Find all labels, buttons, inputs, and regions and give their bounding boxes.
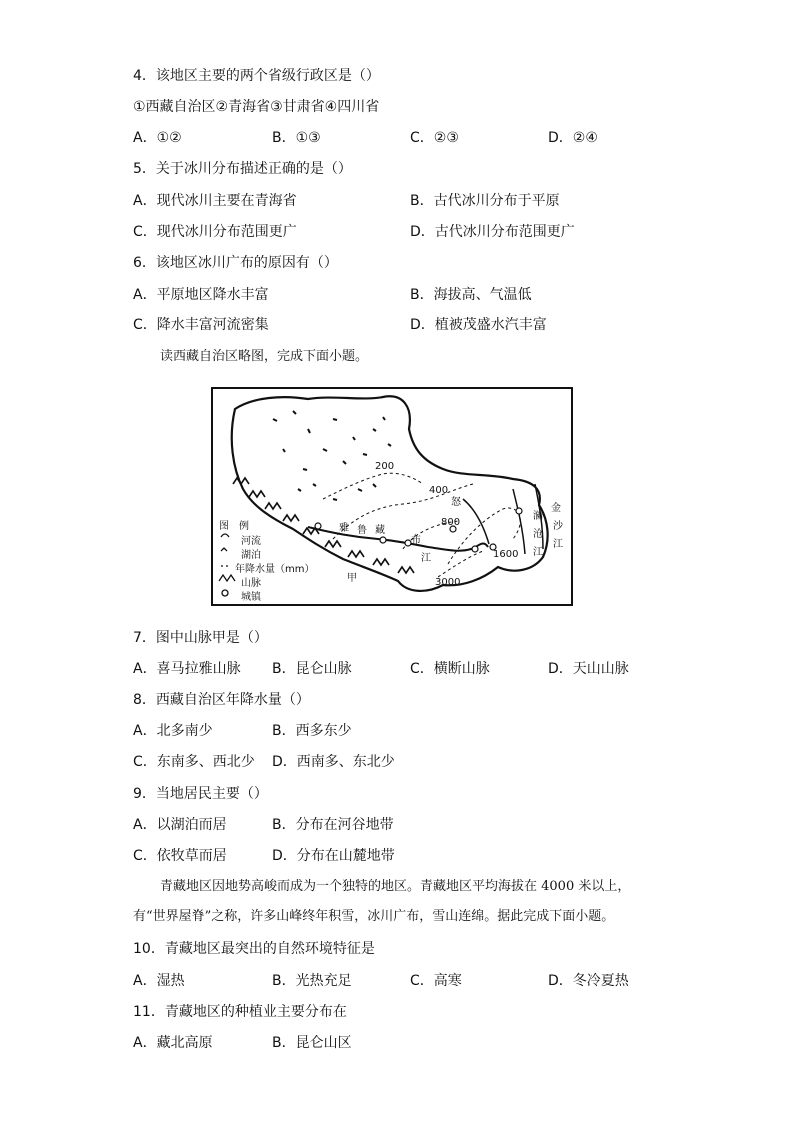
q9-option-c[interactable]: C．依牧草而居 <box>133 848 227 864</box>
q8-option-a[interactable]: A．北多南少 <box>133 723 213 739</box>
river-label-cang: 沧 <box>533 529 543 540</box>
intro2-line2: 有“世界屋脊”之称，许多山峰终年积雪，冰川广布，雪山连绵。据此完成下面小题。 <box>133 909 615 924</box>
q7-option-b[interactable]: B．昆仑山脉 <box>272 661 352 677</box>
nu-river <box>463 499 489 544</box>
river-label-jinsha-jiang: 江 <box>553 539 563 550</box>
isohyet-label-3000: 3000 <box>435 577 461 588</box>
river-label-nu: 怒 <box>451 497 461 508</box>
q6-stem: 6．该地区冰川广布的原因有（） <box>133 255 338 271</box>
lake-marks <box>273 411 391 500</box>
q5-option-c[interactable]: C．现代冰川分布范围更广 <box>133 224 297 240</box>
legend-river: 河流 <box>241 536 261 547</box>
q6-option-d[interactable]: D．植被茂盛水汽丰富 <box>410 317 547 333</box>
river-label-lancang-jiang: 江 <box>533 547 543 558</box>
q11-option-a[interactable]: A．藏北高原 <box>133 1035 213 1051</box>
q5-option-b[interactable]: B．古代冰川分布于平原 <box>410 193 560 209</box>
q9-option-b[interactable]: B．分布在河谷地带 <box>272 817 394 833</box>
q4-option-c[interactable]: C．②③ <box>410 130 459 146</box>
q4-option-b[interactable]: B．①③ <box>272 130 321 146</box>
yarlung-river <box>308 527 488 551</box>
river-label-bu: 布 <box>411 535 421 546</box>
river-label-zang: 藏 <box>375 525 385 536</box>
river-label-lan: 澜 <box>533 511 543 522</box>
q11-stem: 11．青藏地区的种植业主要分布在 <box>133 1004 347 1020</box>
q11-option-b[interactable]: B．昆仑山区 <box>272 1035 352 1051</box>
q10-option-c[interactable]: C．高寒 <box>410 973 462 989</box>
q6-option-c[interactable]: C．降水丰富河流密集 <box>133 317 269 333</box>
isohyet-label-1600: 1600 <box>493 549 519 560</box>
isohyet-3000 <box>438 551 483 577</box>
q7-option-d[interactable]: D．天山山脉 <box>548 661 629 677</box>
q10-option-b[interactable]: B．光热充足 <box>272 973 352 989</box>
legend-title: 图 例 <box>219 521 249 532</box>
legend-town: 城镇 <box>241 592 261 603</box>
legend-symbols <box>219 534 235 596</box>
q9-stem: 9．当地居民主要（） <box>133 786 268 802</box>
legend-lake: 湖泊 <box>241 550 261 561</box>
river-label-jiang: 江 <box>421 553 431 564</box>
river-label-lu: 鲁 <box>357 525 367 536</box>
q9-option-a[interactable]: A．以湖泊而居 <box>133 817 227 833</box>
isohyet-label-400: 400 <box>429 485 449 496</box>
q8-stem: 8．西藏自治区年降水量（） <box>133 692 310 708</box>
river-label-ya: 雅 <box>339 523 349 534</box>
mountain-label-jia: 甲 <box>347 573 357 584</box>
tibet-map <box>211 387 573 606</box>
isohyet-label-200: 200 <box>375 461 395 472</box>
q5-stem: 5．关于冰川分布描述正确的是（） <box>133 161 352 177</box>
q5-option-a[interactable]: A．现代冰川主要在青海省 <box>133 193 297 209</box>
q4-option-a[interactable]: A．①② <box>133 130 182 146</box>
q6-option-a[interactable]: A．平原地区降水丰富 <box>133 287 269 303</box>
intro2-line1: 青藏地区因地势高峻而成为一个独特的地区。青藏地区平均海拔在 4000 米以上， <box>160 879 631 894</box>
legend-isohyet: 年降水量（mm） <box>235 564 315 575</box>
legend-mountain: 山脉 <box>241 578 261 589</box>
river-label-sha: 沙 <box>553 521 563 532</box>
q8-option-c[interactable]: C．东南多、西北少 <box>133 754 255 770</box>
q4-stem: 4．该地区主要的两个省级行政区是（） <box>133 68 380 84</box>
q8-option-b[interactable]: B．西多东少 <box>272 723 352 739</box>
map-intro: 读西藏自治区略图，完成下面小题。 <box>160 349 369 364</box>
q4-note: ①西藏自治区②青海省③甘肃省④四川省 <box>133 99 380 115</box>
q10-option-a[interactable]: A．湿热 <box>133 973 185 989</box>
river-label-jin: 金 <box>551 503 561 514</box>
q5-option-d[interactable]: D．古代冰川分布范围更广 <box>410 224 575 240</box>
isohyet-label-800: 800 <box>441 517 461 528</box>
q10-stem: 10．青藏地区最突出的自然环境特征是 <box>133 941 375 957</box>
q6-option-b[interactable]: B．海拔高、气温低 <box>410 287 532 303</box>
lancang-river <box>513 489 525 554</box>
q10-option-d[interactable]: D．冬冷夏热 <box>548 973 629 989</box>
q8-option-d[interactable]: D．西南多、东北少 <box>272 754 395 770</box>
q7-option-c[interactable]: C．横断山脉 <box>410 661 490 677</box>
q4-option-d[interactable]: D．②④ <box>548 130 598 146</box>
q9-option-d[interactable]: D．分布在山麓地带 <box>272 848 395 864</box>
q7-option-a[interactable]: A．喜马拉雅山脉 <box>133 661 241 677</box>
q7-stem: 7．图中山脉甲是（） <box>133 630 268 646</box>
isohyet-200 <box>323 473 423 499</box>
